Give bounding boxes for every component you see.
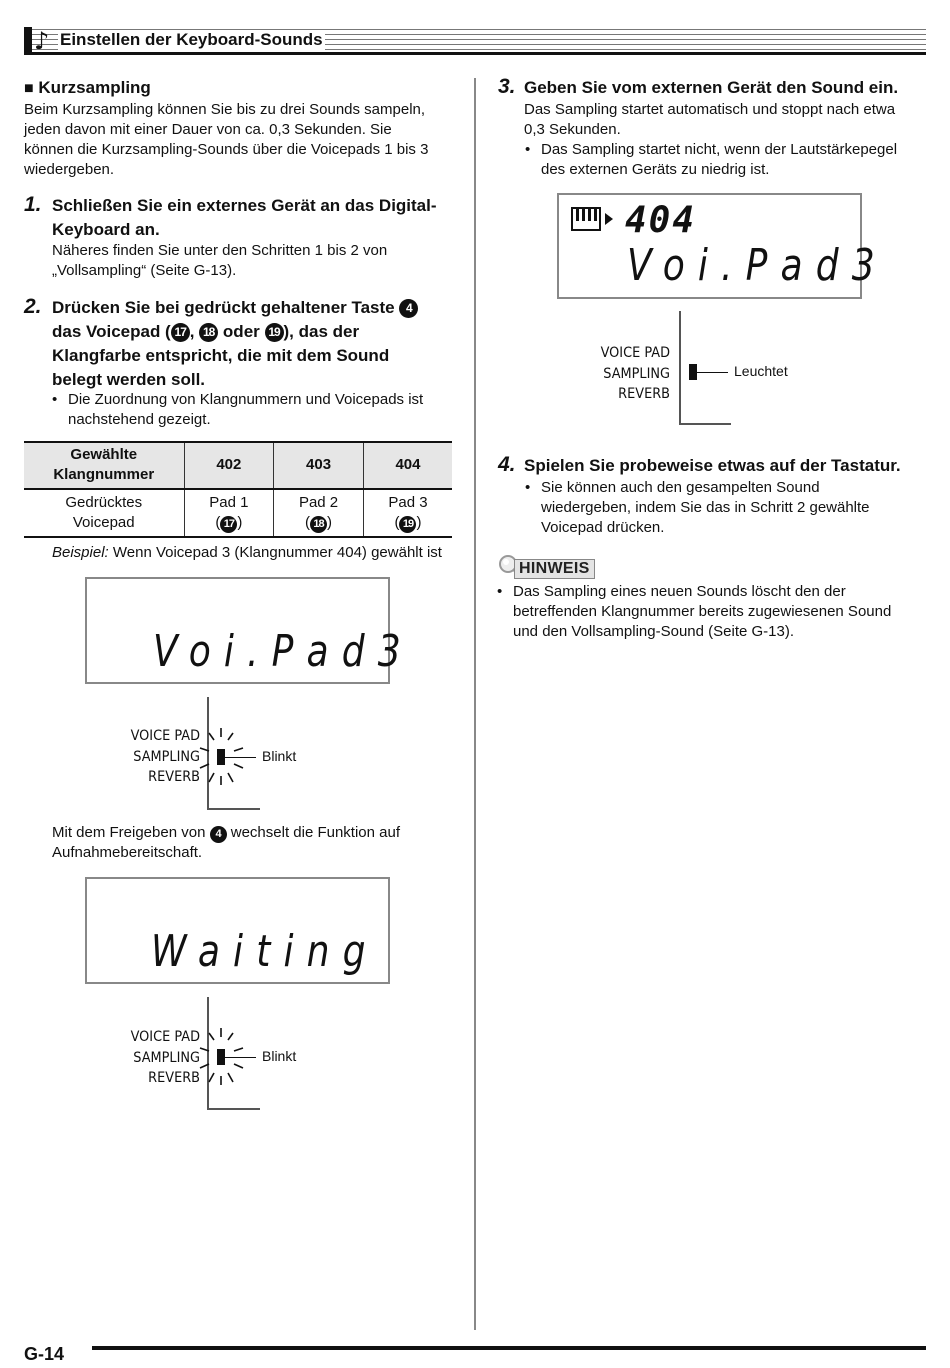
pad-label: Pad 1 [209,493,249,511]
row-label-text: Voicepad [72,513,135,531]
indicator-label-reverb: REVERB [148,769,200,785]
step-text: , [189,322,195,341]
paren: ) [416,513,422,531]
pad-key [274,513,363,533]
header-bar [24,27,32,55]
step-title: Geben Sie vom externen Gerät den Sound ein. [524,78,899,97]
page-number: G-14 [24,1344,65,1364]
table-header-row [24,441,452,488]
pad-key [185,513,274,533]
table-rule [24,488,452,490]
step-number: 1. [24,193,42,216]
table-cell [184,488,274,537]
bullet-line: nachstehend gezeigt. [68,411,211,428]
indicator-state-label: Blinkt [262,1048,297,1064]
table-header-cell [24,441,184,488]
bullet-item [541,140,931,180]
example-text: Wenn Voicepad 3 (Klangnummer 404) gewählt ist [112,544,442,561]
bullet-line: Voicepad drücken. [541,519,665,536]
step-title-line [52,320,464,344]
paren: ) [327,513,333,531]
indicator-label-sampling: SAMPLING [603,365,670,382]
step-number: 4. [498,453,516,476]
pad-key [364,513,452,533]
key-17-badge: 17 [171,323,190,342]
key-badge: 18 [310,516,327,533]
bullet-line: und den Vollsampling-Sound (Seite G-13). [513,623,795,640]
bullet-line: • Das Sampling startet nicht, wenn der Lautstärkepegel [541,141,898,158]
step-title [52,194,462,242]
bullet-item [513,582,933,642]
table-rule [24,536,452,538]
release-text-part: Mit dem Freigeben von [52,824,206,841]
bullet-item [541,478,931,538]
step-title-line: Keyboard an. [52,220,160,239]
key-4-badge: 4 [399,299,418,318]
hinweis-badge: HINWEIS [514,559,595,579]
example-label: Beispiel: [52,544,109,561]
paren: ) [237,513,243,531]
table-cell [274,488,364,537]
pad-label: Pad 2 [298,493,339,511]
bullet-item [68,390,464,430]
indicator-labels [80,1027,200,1089]
header-rule [32,52,926,55]
lcd-text: Waiting [151,926,379,977]
header-title: Einstellen der Keyboard-Sounds [60,30,323,49]
table-header-cell: 402 [184,441,274,488]
key-4-badge: 4 [210,826,227,843]
step-text: Drücken Sie bei gedrückt gehaltener Taste [52,298,395,317]
step-title-line: belegt werden soll. [52,370,206,389]
indicator-label-voice-pad: VOICE PAD [130,728,200,744]
step-title: Spielen Sie probeweise etwas auf der Tastatur. [524,456,901,475]
section-title-text: Kurzsampling [38,78,151,97]
bullet-line: des externen Geräts zu niedrig ist. [541,161,770,178]
release-line [52,823,462,843]
lcd-display [85,577,414,684]
example-caption [52,543,462,563]
pad-label: Pad 3 [388,493,428,511]
key-badge: 17 [220,516,237,533]
section-marker: ■ [24,80,34,97]
bullet-line: betreffenden Klangnummer bereits zugewiesenen Sound [513,603,892,620]
intro-line: Beim Kurzsampling können Sie bis zu drei Sounds sampeln, [24,101,426,118]
indicator-label-voice-pad: VOICE PAD [130,1029,200,1045]
indicator-label-sampling: SAMPLING [133,748,200,765]
step-text: oder [222,322,260,341]
section-intro [24,100,464,180]
table-header-cell: 404 [363,441,452,488]
step-body-line: „Vollsampling“ (Seite G-13). [52,262,237,279]
blink-rays-icon [198,726,248,786]
release-text [52,823,462,863]
indicator-leader [697,372,728,373]
indicator-state-label: Blinkt [262,748,297,764]
bullet-line: • Die Zuordnung von Klangnummern und Voicepads ist [68,391,424,408]
intro-line: wiedergeben. [24,161,115,178]
keyboard-icon [571,207,615,233]
step-title-line [52,296,464,320]
step-number: 2. [24,295,42,318]
bullet-line: • Das Sampling eines neuen Sounds löscht den der [513,583,846,600]
step-text: das Voicepad ( [52,322,171,341]
indicator-frame [679,311,681,425]
step-body-line: Näheres finden Sie unter den Schritten 1 bis 2 von [52,242,388,259]
step-number: 3. [498,75,516,98]
paren: ( [215,513,221,531]
lcd-display [85,877,390,984]
key-badge: 19 [399,516,416,533]
release-line: Aufnahmebereitschaft. [52,844,203,861]
indicator-lamp [689,364,697,380]
indicator-label-voice-pad: VOICE PAD [600,345,670,361]
indicator-labels [80,726,200,788]
step-body-line: Das Sampling startet automatisch und stoppt nach etwa [524,101,896,118]
bullet-line: wiedergeben, indem Sie das in Schritt 2 gewählte [541,499,870,516]
step-title-line: Klangfarbe entspricht, die mit dem Sound [52,346,390,365]
row-label-text: Gedrücktes [65,493,143,511]
paren: ( [394,513,400,531]
lcd-number: 404 [625,200,697,241]
step-title [52,296,464,392]
lcd-text: Voi.Pad3 [153,626,414,677]
column-divider [474,78,476,1330]
intro-line: können die Kurzsampling-Sounds über die Voicepads 1 bis 3 [24,141,429,158]
indicator-frame [679,423,731,425]
music-note-icon: ♪ [34,27,50,55]
header-text: Klangnummer [53,465,155,483]
indicator-frame [207,1108,260,1110]
lcd-text: Voi.Pad3 [627,240,888,291]
table-cell [363,488,452,537]
indicator-label-sampling: SAMPLING [133,1049,200,1066]
key-19-badge: 19 [265,323,284,342]
header-text: Gewählte [70,445,138,463]
indicator-label-reverb: REVERB [148,1070,200,1086]
key-18-badge: 18 [199,323,218,342]
table-row-label [24,488,184,537]
paren: ( [305,513,311,531]
page-header [24,27,926,55]
footer-rule [92,1346,926,1350]
table-header-cell: 403 [274,441,364,488]
step-body [52,241,462,281]
indicator-frame [207,808,260,810]
step-title-line: Schließen Sie ein externes Gerät an das Digital- [52,196,437,215]
step-text: ), das der [283,322,360,341]
bullet-line: • Sie können auch den gesampelten Sound [541,479,820,496]
blink-rays-icon [198,1026,248,1086]
step-body [524,100,924,140]
step-body-line: 0,3 Sekunden. [524,121,621,138]
indicator-label-reverb: REVERB [618,386,670,402]
hinweis-label [498,554,606,580]
section-title [24,77,151,100]
table-row [24,488,452,537]
intro-line: jeden davon mit einer Dauer von ca. 0,3 Sekunden. Sie [24,121,392,138]
indicator-state-label: Leuchtet [734,363,788,379]
indicator-labels [550,343,670,405]
table-rule [24,441,452,443]
release-text-part: wechselt die Funktion auf [230,824,401,841]
lcd-display [557,193,888,299]
